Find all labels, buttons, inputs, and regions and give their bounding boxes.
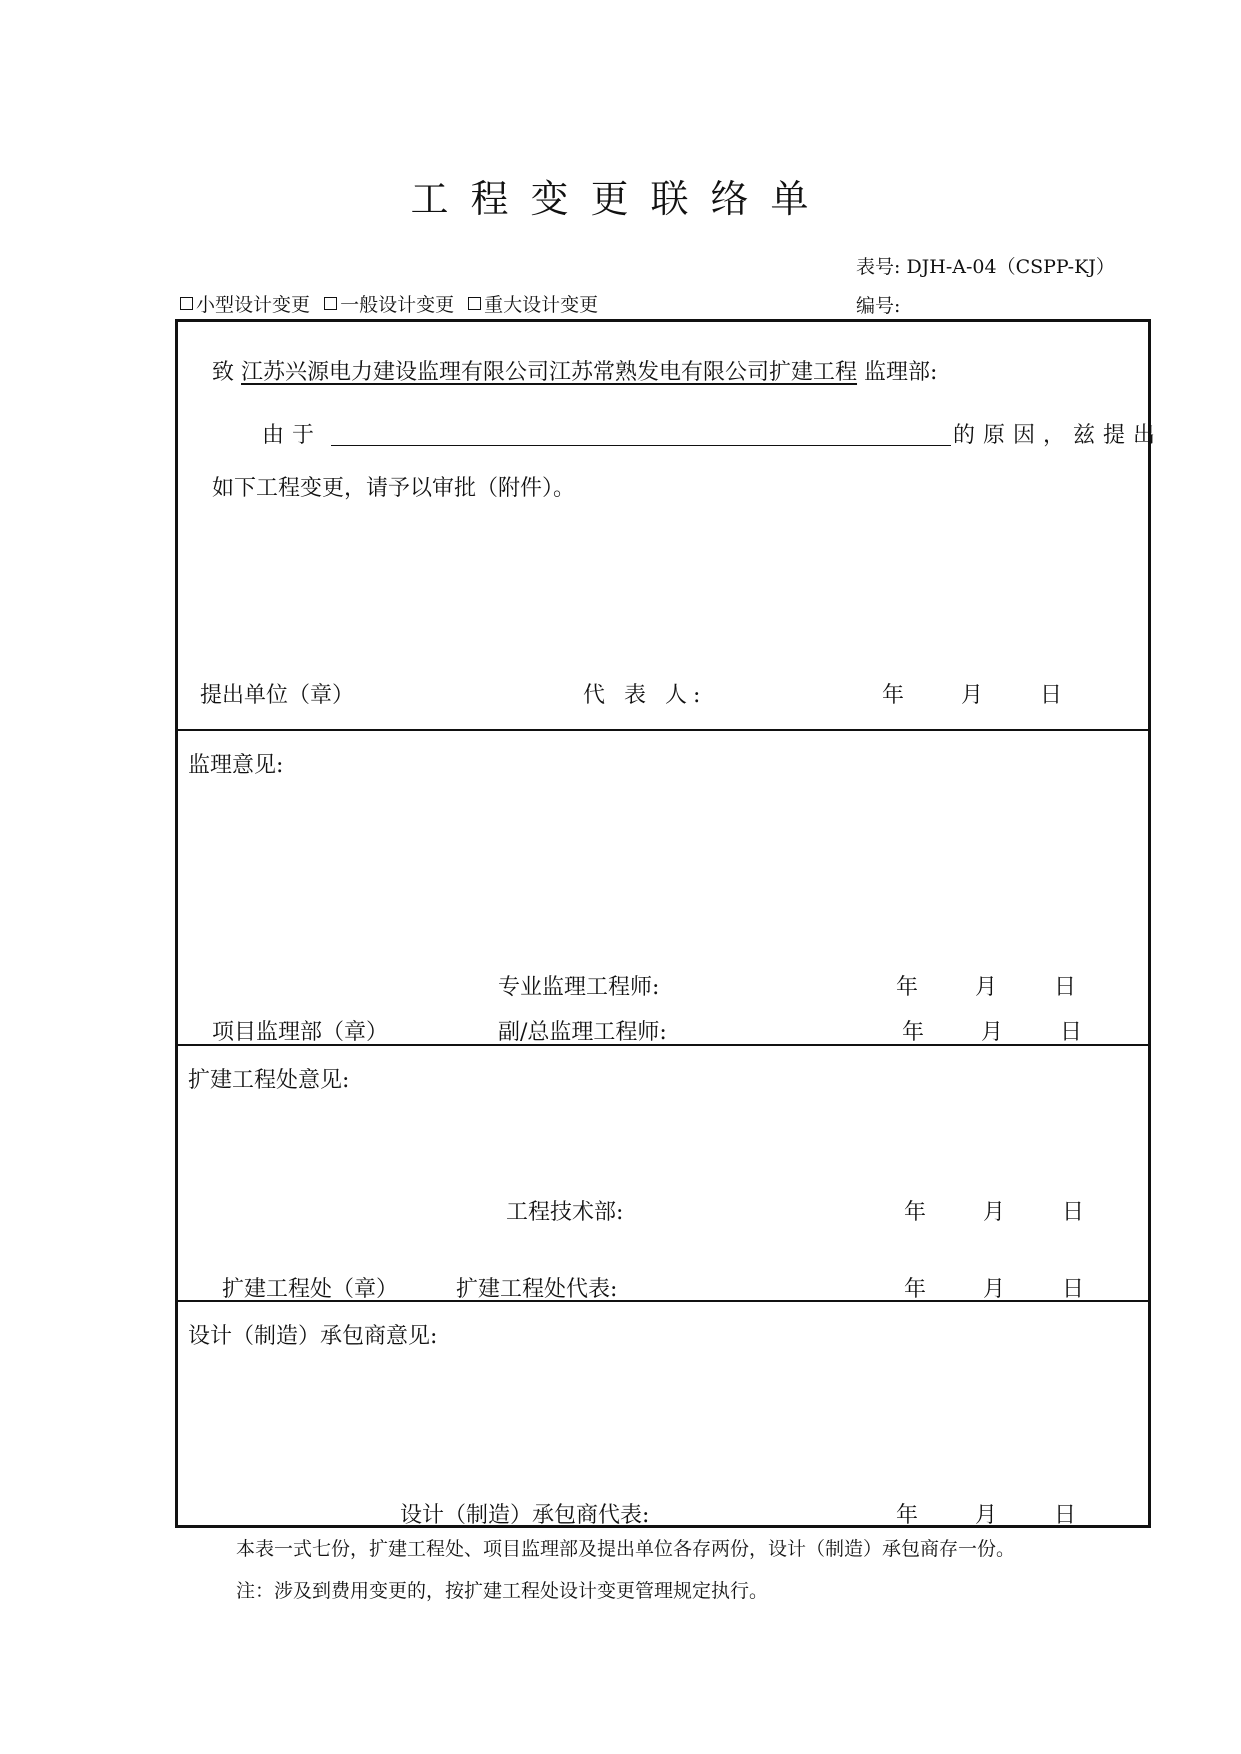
- checkbox-minor-change[interactable]: [180, 290, 310, 317]
- day-label: 日: [1060, 1020, 1083, 1045]
- day-label: 日: [1054, 975, 1077, 1000]
- request-text: 如下工程变更，请予以审批（附件）。: [212, 476, 576, 501]
- month-label: 月: [981, 1020, 1004, 1045]
- month-label: 月: [961, 683, 984, 708]
- reason-suffix: 的原因，兹提出: [953, 423, 1164, 448]
- checkbox-major-change[interactable]: [468, 290, 598, 317]
- year-label: 年: [902, 1020, 925, 1045]
- day-label: 日: [1062, 1277, 1085, 1302]
- change-type-options: [180, 290, 606, 317]
- date-field[interactable]: [902, 1015, 1082, 1046]
- checkbox-icon: [468, 297, 481, 310]
- checkbox-label: 小型设计变更: [196, 294, 311, 316]
- checkbox-label: 一般设计变更: [340, 294, 455, 316]
- supervision-dept-label: 项目监理部（章）: [212, 1020, 389, 1045]
- recipient-suffix: 监理部:: [864, 360, 938, 385]
- engineering-tech-dept-label: 工程技术部:: [506, 1200, 624, 1225]
- date-field[interactable]: [904, 1272, 1084, 1303]
- footnote-copies: 本表一式七份，扩建工程处、项目监理部及提出单位各存两份，设计（制造）承包商存一份。: [236, 1538, 1016, 1560]
- expansion-office-opinion-heading: 扩建工程处意见:: [188, 1068, 350, 1093]
- month-label: 月: [983, 1200, 1006, 1225]
- reason-prefix: 由于: [262, 423, 323, 448]
- contractor-opinion-heading: 设计（制造）承包商意见:: [188, 1324, 438, 1349]
- month-label: 月: [975, 975, 998, 1000]
- year-label: 年: [904, 1200, 927, 1225]
- checkbox-icon: [180, 297, 193, 310]
- year-label: 年: [904, 1277, 927, 1302]
- chief-engineer-label: 副/总监理工程师:: [498, 1020, 667, 1045]
- contractor-rep-label: 设计（制造）承包商代表:: [400, 1503, 650, 1528]
- section-divider: [175, 729, 1151, 731]
- checkbox-icon: [324, 297, 337, 310]
- checkbox-general-change[interactable]: [324, 290, 454, 317]
- expansion-office-rep-label: 扩建工程处代表:: [456, 1277, 618, 1302]
- specialty-engineer-label: 专业监理工程师:: [498, 975, 660, 1000]
- year-label: 年: [882, 683, 905, 708]
- day-label: 日: [1040, 683, 1063, 708]
- expansion-office-seal-label: 扩建工程处（章）: [222, 1277, 399, 1302]
- date-field[interactable]: [896, 970, 1076, 1001]
- page-title: 工程变更联络单: [410, 177, 831, 221]
- proposing-unit-label: 提出单位（章）: [200, 683, 355, 708]
- footnote-cost-change: 注：涉及到费用变更的，按扩建工程处设计变更管理规定执行。: [236, 1580, 769, 1602]
- year-label: 年: [896, 1503, 919, 1528]
- reason-input[interactable]: [331, 423, 951, 446]
- representative-label: 代 表 人:: [583, 683, 707, 708]
- day-label: 日: [1054, 1503, 1077, 1528]
- reason-line: [262, 418, 1163, 449]
- checkbox-label: 重大设计变更: [484, 294, 599, 316]
- month-label: 月: [983, 1277, 1006, 1302]
- date-field[interactable]: [882, 678, 1062, 709]
- date-field[interactable]: [896, 1498, 1076, 1529]
- form-number: 表号: DJH-A-04（CSPP-KJ）: [856, 256, 1115, 278]
- date-field[interactable]: [904, 1195, 1084, 1226]
- month-label: 月: [975, 1503, 998, 1528]
- serial-number-label: 编号:: [856, 295, 901, 317]
- recipient-organization[interactable]: 江苏兴源电力建设监理有限公司江苏常熟发电有限公司扩建工程: [241, 360, 858, 385]
- year-label: 年: [896, 975, 919, 1000]
- recipient-prefix: 致: [212, 360, 235, 385]
- supervision-opinion-heading: 监理意见:: [188, 753, 284, 778]
- recipient-line: [212, 355, 937, 386]
- day-label: 日: [1062, 1200, 1085, 1225]
